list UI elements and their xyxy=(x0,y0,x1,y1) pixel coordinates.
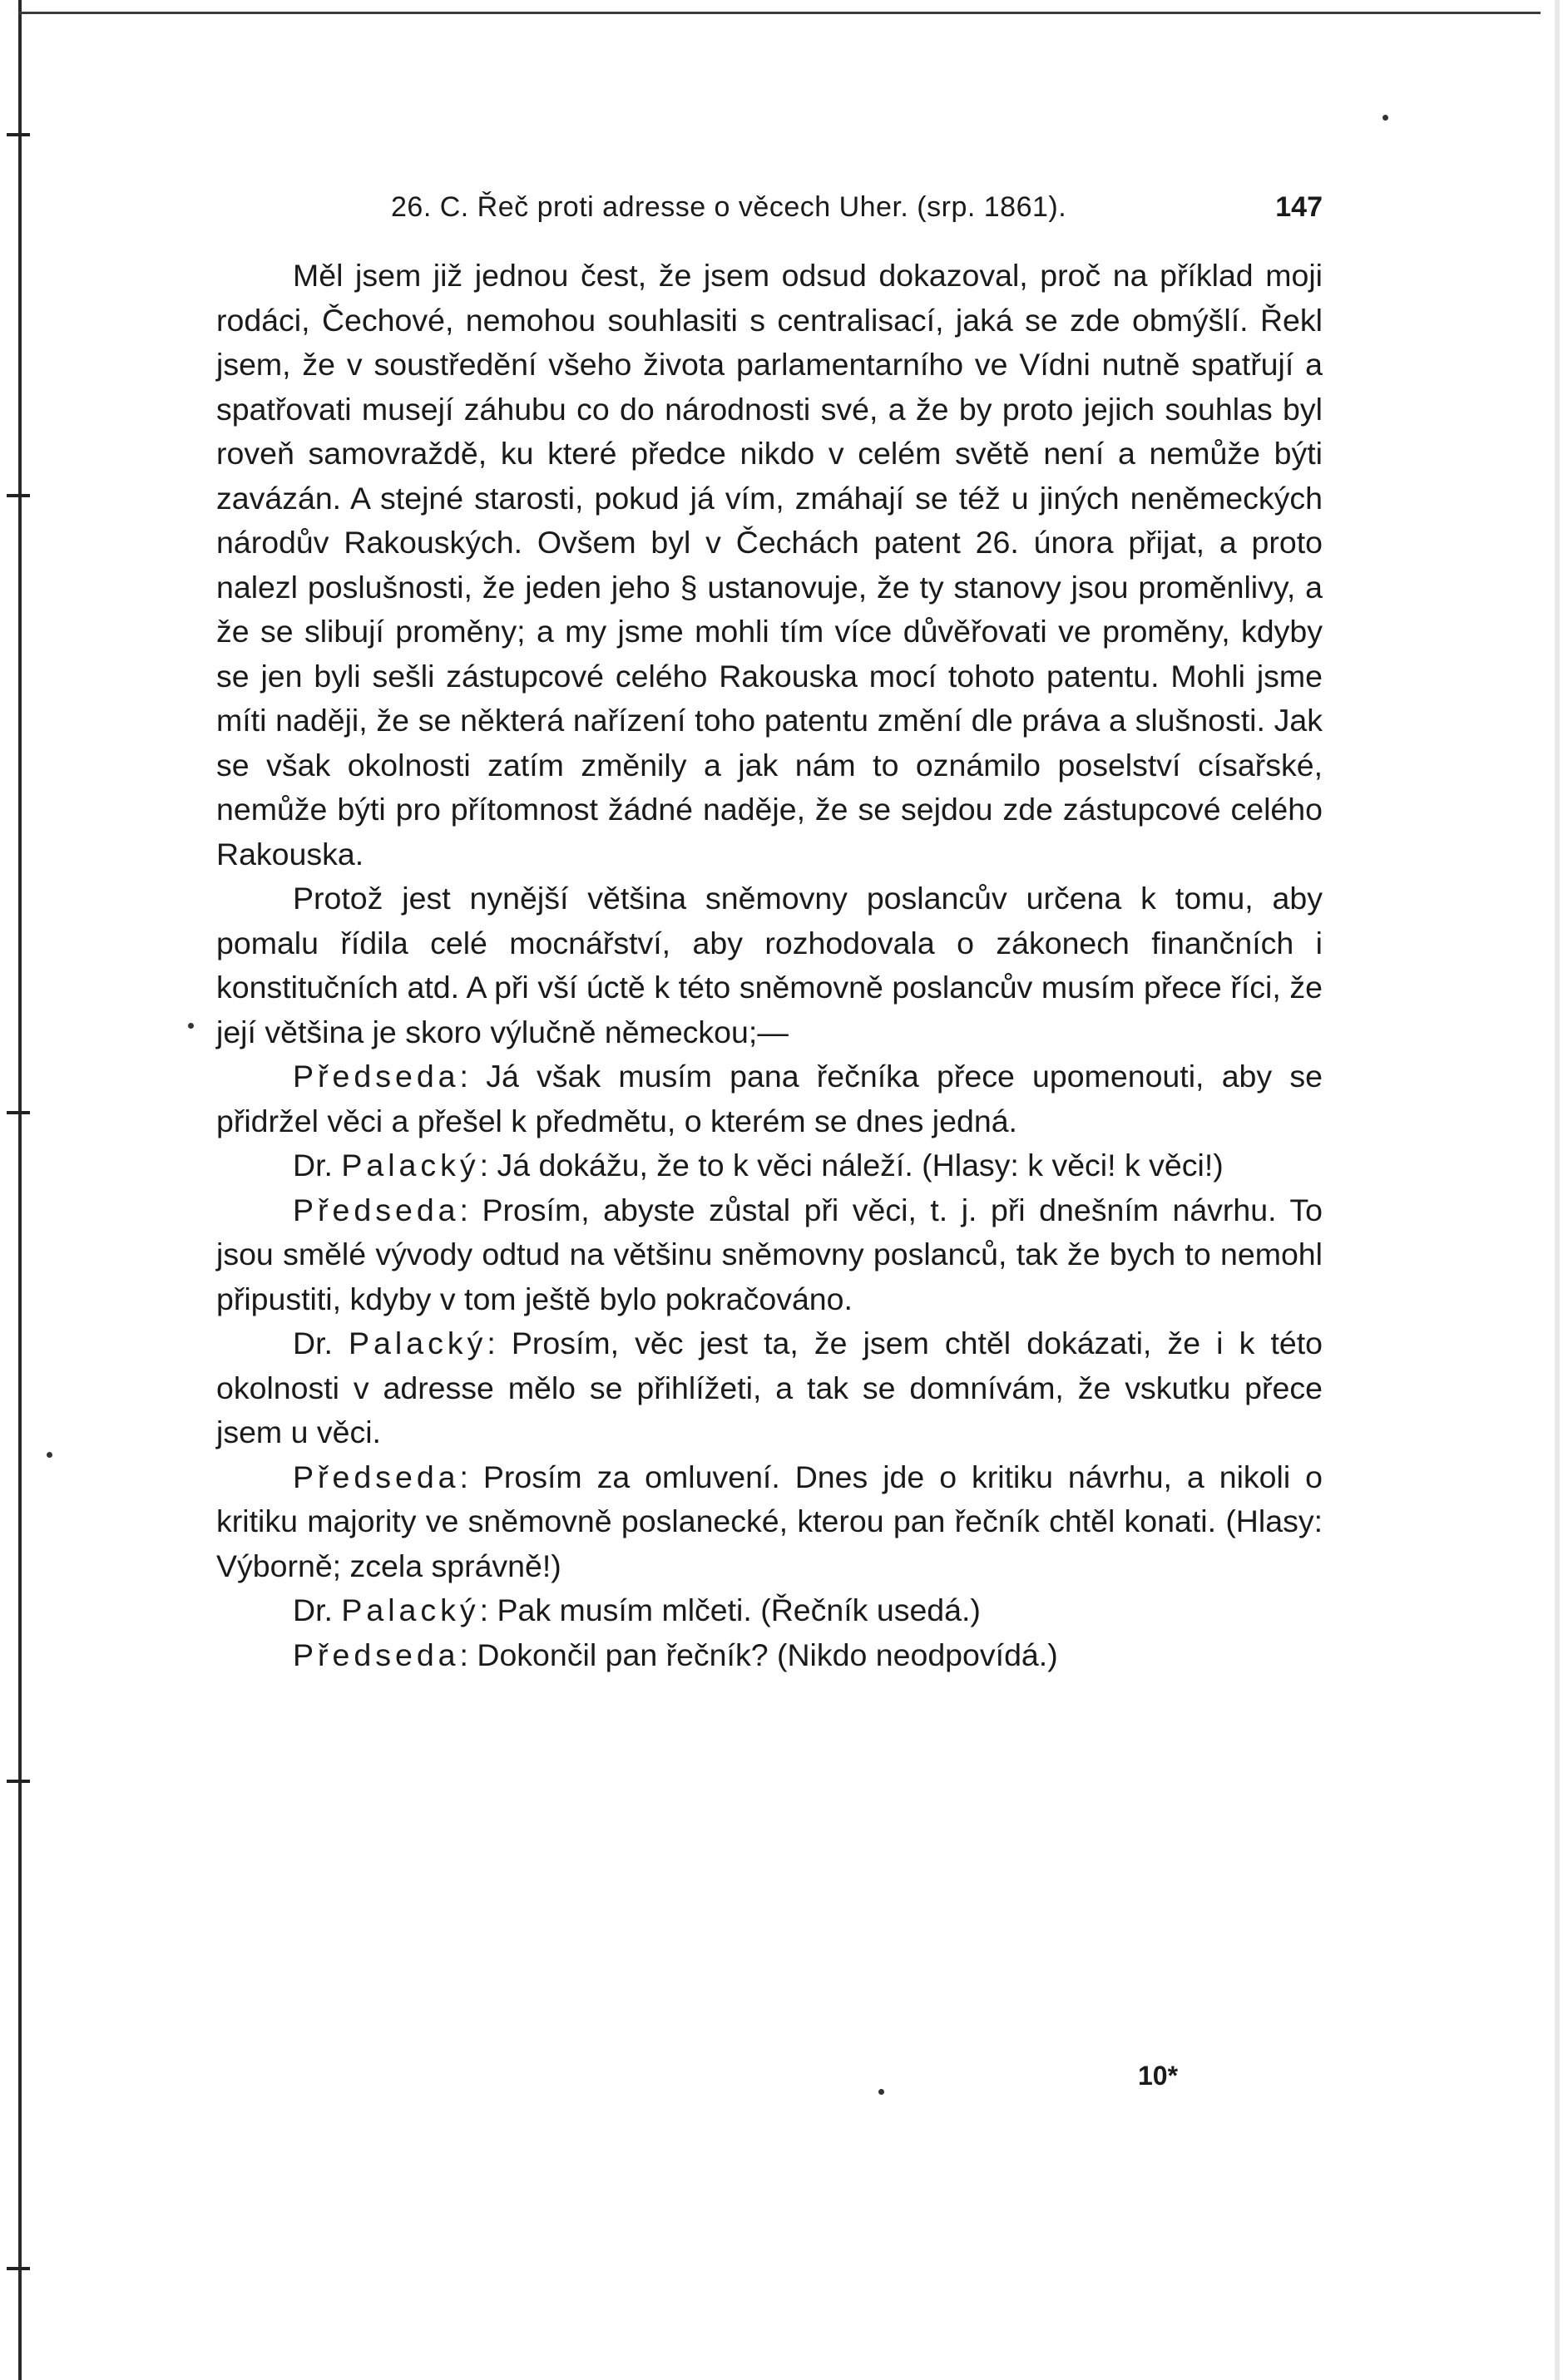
paragraph: Předseda: Dokončil pan řečník? (Nikdo neodpovídá.) xyxy=(293,1637,1058,1672)
paragraph: Dr. Palacký: Pak musím mlčeti. (Řečník usedá.) xyxy=(293,1592,981,1627)
margin-tick xyxy=(7,133,30,136)
speaker-name: Palacký xyxy=(349,1326,487,1360)
book-page xyxy=(216,191,1323,1677)
speaker-name: Předseda xyxy=(293,1192,460,1227)
paragraph: Dr. Palacký: Já dokážu, že to k věci náleží. (Hlasy: k věci! k věci!) xyxy=(293,1148,1224,1183)
scan-speck xyxy=(47,1452,52,1458)
margin-tick xyxy=(7,2267,30,2270)
paragraph: Předseda: Já však musím pana řečníka přece upomenouti, aby se přidržel věci a přešel k předmětu, o kterém se dnes jedná. xyxy=(216,1059,1323,1138)
speaker-prefix: Dr. xyxy=(293,1592,333,1627)
paragraph: Předseda: Prosím za omluvení. Dnes jde o kritiku návrhu, a nikoli o kritiku majority ve sněmovně poslanecké, kterou pan řečník chtěl konati. (Hlasy: Výborně; zcela správně!) xyxy=(216,1459,1323,1583)
speaker-name: Předseda xyxy=(293,1059,460,1094)
running-head-title: 26. C. Řeč proti adresse o věcech Uher. (srp. 1861). xyxy=(391,191,1067,223)
paragraph: Měl jsem již jednou čest, že jsem odsud dokazoval, proč na příklad moji rodáci, Čechové, nemohou souhlasiti s centralisací, jaká se zde obmýšlí. Řekl jsem, že v soustředění všeho života parlamentarního ve Vídni nutně spatřují a spatřovati musejí záhubu co do národnosti své, a že by proto jejich souhlas byl roveň samovraždě, ku které předce nikdo v celém světě není a nemůže býti zavázán. A stejné starosti, pokud já vím, zmáhají se též u jiných neněmeckých národův Rakouských. Ovšem byl v Čechách patent 26. února přijat, a proto nalezl poslušnosti, že jeden jeho § ustanovuje, že ty stanovy jsou proměnlivy, a že se slibují proměny; a my jsme mohli tím více důvěřovati ve proměny, kdyby se jen byli sešli zástupcové celého Rakouska mocí tohoto patentu. Mohli jsme míti naději, že se některá nařízení toho patentu změní dle práva a slušnosti. Jak se však okolnosti zatím změnily a jak nám to oznámilo poselství císařské, nemůže býti pro přítomnost žádné naděje, že se sejdou zde zástupcové celého Rakouska. xyxy=(216,258,1323,872)
margin-tick xyxy=(7,1111,30,1114)
speaker-name: Předseda xyxy=(293,1637,460,1672)
paragraph: Dr. Palacký: Prosím, věc jest ta, že jsem chtěl dokázati, že i k této okolnosti v adresse mělo se přihlížeti, a tak se domnívám, že vskutku přece jsem u věci. xyxy=(216,1326,1323,1449)
scan-border-right xyxy=(1555,0,1560,2380)
margin-tick xyxy=(7,494,30,497)
speaker-name: Palacký xyxy=(341,1592,480,1627)
scan-border-top xyxy=(18,12,1541,14)
speaker-name: Předseda xyxy=(293,1459,460,1494)
scan-border-left xyxy=(18,0,22,2380)
page-number: 147 xyxy=(1275,191,1323,223)
running-head xyxy=(391,191,1323,224)
scan-speck xyxy=(878,2089,884,2095)
margin-tick xyxy=(7,1780,30,1783)
scan-speck xyxy=(1382,115,1388,121)
body-text xyxy=(216,254,1323,1677)
scan-speck xyxy=(188,1023,194,1029)
speaker-name: Palacký xyxy=(341,1148,480,1183)
paragraph: Protož jest nynější většina sněmovny poslancův určena k tomu, aby pomalu řídila celé mocnářství, aby rozhodovala o zákonech finančních i konstitučních atd. A při vší úctě k této sněmovně poslancův musím přece říci, že její většina je skoro výlučně německou;— xyxy=(216,881,1323,1049)
speaker-prefix: Dr. xyxy=(293,1326,333,1360)
paragraph: Předseda: Prosím, abyste zůstal při věci, t. j. při dnešním návrhu. To jsou smělé vývody odtud na většinu sněmovny poslanců, tak že bych to nemohl připustiti, kdyby v tom ještě bylo pokračováno. xyxy=(216,1192,1323,1316)
speaker-prefix: Dr. xyxy=(293,1148,333,1183)
signature-mark: 10* xyxy=(1138,2061,1179,2091)
